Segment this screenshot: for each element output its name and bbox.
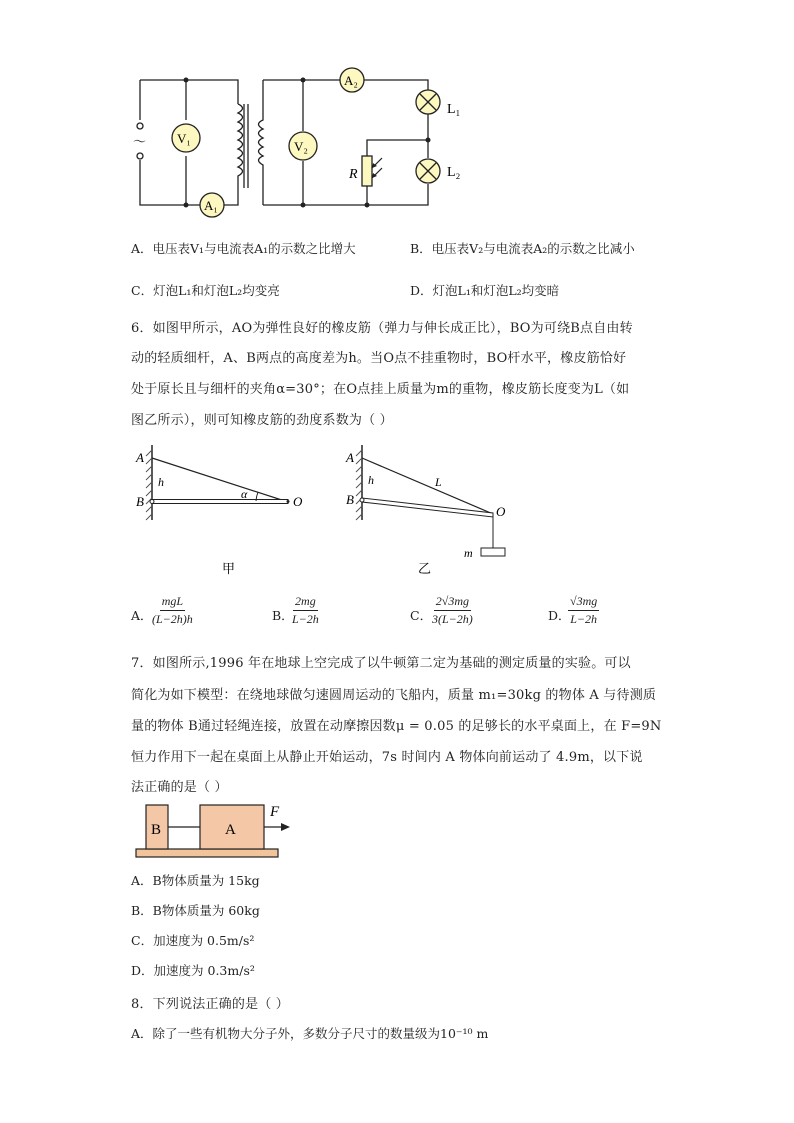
point-b-label-2: B bbox=[346, 492, 354, 507]
r-label: R bbox=[349, 167, 358, 182]
ac-source-label: ～ bbox=[133, 134, 147, 149]
transformer-circuit-diagram bbox=[120, 60, 480, 220]
block-b-label: B bbox=[151, 822, 162, 838]
q6-option-b-numerator: 2mg bbox=[293, 594, 318, 611]
force-f-label: F bbox=[270, 804, 280, 820]
q6-option-a-letter[interactable]: A． bbox=[131, 608, 153, 623]
q6-option-d-fraction[interactable] bbox=[568, 594, 599, 627]
point-a-label-2: A bbox=[346, 450, 354, 465]
point-a-label: A bbox=[136, 450, 144, 465]
length-l-label: L bbox=[435, 475, 442, 489]
q7-stem-line-1: 7．如图所示,1996 年在地球上空完成了以牛顿第二定为基础的测定质量的实验。可以 bbox=[131, 656, 631, 671]
q5-option-b[interactable]: B．电压表V₂与电流表A₂的示数之比减小 bbox=[410, 241, 635, 256]
q7-option-d[interactable]: D．加速度为 0.3m/s² bbox=[131, 963, 255, 978]
q7-option-c[interactable]: C．加速度为 0.5m/s² bbox=[131, 933, 255, 948]
q8-stem: 8．下列说法正确的是（ ） bbox=[131, 997, 290, 1012]
table bbox=[136, 849, 278, 857]
q6-option-c-fraction[interactable] bbox=[432, 594, 473, 627]
q6-option-c-letter[interactable]: C． bbox=[410, 608, 433, 623]
resistor-r bbox=[362, 156, 372, 186]
figure-yi-rod-band-weight bbox=[340, 440, 540, 580]
block-a-label: A bbox=[225, 822, 236, 838]
height-h-label-2: h bbox=[368, 473, 374, 487]
q6-stem-line-3: 处于原长且与细杆的夹角α=30°；在O点挂上质量为m的重物，橡皮筋长度变为L（如 bbox=[131, 382, 630, 397]
blocks-on-table-diagram bbox=[130, 800, 290, 862]
q7-option-b[interactable]: B．B物体质量为 60kg bbox=[131, 903, 260, 918]
height-h-label: h bbox=[158, 475, 164, 489]
a2-label: A₂ bbox=[344, 73, 358, 88]
q6-option-d-denominator: L−2h bbox=[570, 612, 598, 626]
q6-option-c-denominator: 3(L−2h) bbox=[432, 612, 473, 626]
v2-label: V₂ bbox=[294, 139, 308, 154]
q6-stem-line-4: 图乙所示），则可知橡皮筋的劲度系数为（ ） bbox=[131, 413, 393, 428]
q6-option-a-denominator: (L−2h)h bbox=[152, 612, 193, 626]
q6-stem-line-2: 动的轻质细杆，A、B两点的高度差为h。当O点不挂重物时，BO杆水平，橡皮筋恰好 bbox=[131, 351, 627, 366]
figure-jia-caption: 甲 bbox=[222, 561, 236, 576]
q7-stem-line-3: 量的物体 B通过轻绳连接，放置在动摩擦因数μ = 0.05 的足够长的水平桌面上，在 F=9N bbox=[131, 719, 662, 734]
q6-option-d-numerator: √3mg bbox=[568, 594, 599, 611]
point-o-label-2: O bbox=[496, 504, 506, 519]
l2-label: L₂ bbox=[447, 165, 461, 180]
q7-stem-line-5: 法正确的是（ ） bbox=[131, 780, 228, 795]
a1-label: A₁ bbox=[204, 198, 218, 213]
angle-alpha-label: α bbox=[241, 487, 248, 501]
mass-m-label: m bbox=[464, 546, 473, 560]
q8-option-a[interactable]: A．除了一些有机物大分子外，多数分子尺寸的数量级为10⁻¹⁰ m bbox=[131, 1026, 489, 1041]
q6-option-b-letter[interactable]: B． bbox=[272, 608, 294, 623]
q7-stem-line-4: 恒力作用下一起在桌面上从静止开始运动，7s 时间内 A 物体向前运动了 4.9m，以下说 bbox=[131, 750, 643, 765]
q6-stem-line-1: 6．如图甲所示，AO为弹性良好的橡皮筋（弹力与伸长成正比），BO为可绕B点自由转 bbox=[131, 321, 633, 336]
q7-stem-line-2: 简化为如下模型：在绕地球做匀速圆周运动的飞船内，质量 m₁=30kg 的物体 A 与待测质 bbox=[131, 688, 657, 703]
l1-label: L₁ bbox=[447, 102, 461, 117]
figure-yi-caption: 乙 bbox=[418, 561, 432, 576]
q5-option-d[interactable]: D．灯泡L₁和灯泡L₂均变暗 bbox=[410, 283, 560, 298]
q5-option-a[interactable]: A．电压表V₁与电流表A₁的示数之比增大 bbox=[131, 241, 356, 256]
q6-option-d-letter[interactable]: D． bbox=[548, 608, 571, 623]
q6-option-b-denominator: L−2h bbox=[292, 612, 319, 626]
point-o-label: O bbox=[293, 494, 303, 509]
q6-option-a-numerator: mgL bbox=[160, 594, 185, 611]
figure-jia-rod-and-band bbox=[130, 440, 330, 580]
q6-option-b-fraction[interactable] bbox=[292, 594, 319, 627]
q7-option-a[interactable]: A．B物体质量为 15kg bbox=[131, 873, 260, 888]
q6-option-a-fraction[interactable] bbox=[152, 594, 193, 627]
q5-option-c[interactable]: C．灯泡L₁和灯泡L₂均变亮 bbox=[131, 283, 280, 298]
q6-option-c-numerator: 2√3mg bbox=[434, 594, 471, 611]
point-b-label: B bbox=[136, 494, 144, 509]
v1-label: V₁ bbox=[177, 131, 191, 146]
